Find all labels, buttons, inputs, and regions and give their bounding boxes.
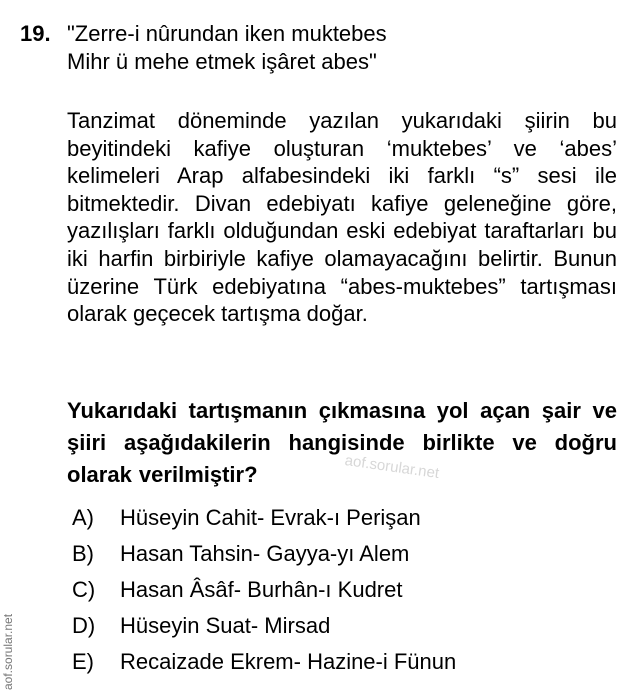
verse-line-1: "Zerre-i nûrundan iken muktebes bbox=[67, 21, 387, 46]
watermark-center: aof.sorular.net bbox=[343, 452, 441, 483]
option-letter: A) bbox=[72, 505, 94, 530]
option-letter: E) bbox=[72, 649, 94, 674]
option-text: Recaizade Ekrem- Hazine-i Fünun bbox=[120, 649, 457, 674]
question-prompt: Yukarıdaki tartışmanın çıkmasına yol açan şair ve şiiri aşağıdakilerin hangisinde birlikte ve doğru olarak verilmiştir? bbox=[67, 398, 617, 487]
option-letter: B) bbox=[72, 541, 94, 566]
question-number: 19. bbox=[20, 21, 51, 46]
option-a[interactable] bbox=[72, 500, 622, 536]
verse-line-2: Mihr ü mehe etmek işâret abes" bbox=[67, 49, 377, 74]
option-letter: C) bbox=[72, 577, 96, 602]
option-text: Hasan Âsâf- Burhân-ı Kudret bbox=[120, 577, 403, 602]
option-text: Hüseyin Cahit- Evrak-ı Perişan bbox=[120, 505, 421, 530]
answer-options bbox=[72, 500, 622, 680]
option-text: Hasan Tahsin- Gayya-yı Alem bbox=[120, 541, 410, 566]
option-d[interactable] bbox=[72, 608, 622, 644]
option-b[interactable] bbox=[72, 536, 622, 572]
option-e[interactable] bbox=[72, 644, 622, 680]
question-passage: Tanzimat döneminde yazılan yukarıdaki şiirin bu beyitindeki kafiye oluşturan ‘muktebes’ ve ‘abes’ kelimeleri Arap alfabesindeki iki farklı “s” sesi ile bitmektedir. Divan edebiyatı kafiye geleneğine göre, yazılışları farklı olduğundan eski edebiyat taraftarları bu iki harfin birbiriyle kafiye olamayacağını belirtir. Bunun üzerine Türk edebiyatına “abes-muktebes” tartışması olarak geçecek tartışma doğar. bbox=[67, 108, 617, 327]
option-letter: D) bbox=[72, 613, 96, 638]
verse-couplet bbox=[67, 20, 617, 76]
watermark-side: aof.sorular.net bbox=[1, 613, 15, 690]
option-c[interactable] bbox=[72, 572, 622, 608]
option-text: Hüseyin Suat- Mirsad bbox=[120, 613, 331, 638]
